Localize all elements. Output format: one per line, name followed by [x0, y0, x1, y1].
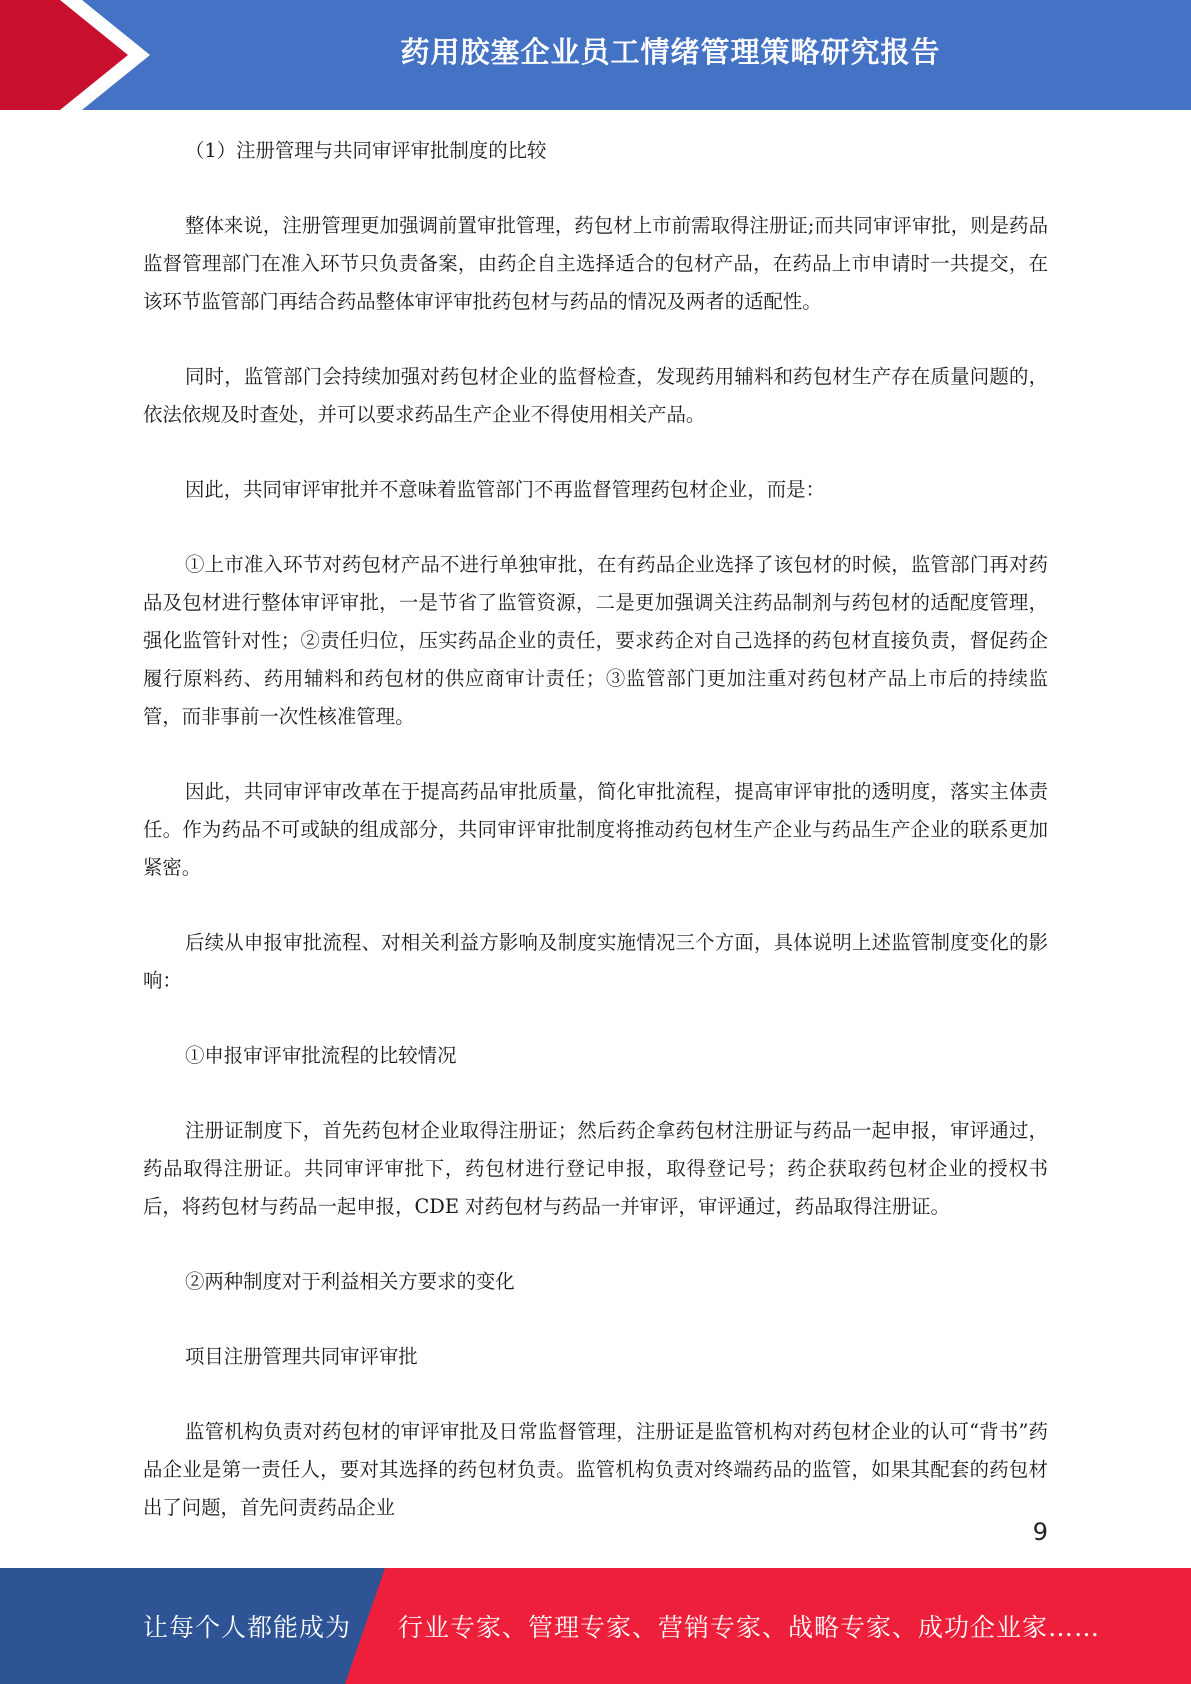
footer-slogan-right: 行业专家、管理专家、营销专家、战略专家、成功企业家……	[398, 1613, 1101, 1642]
subheading-process: ①申报审评审批流程的比较情况	[185, 1044, 457, 1067]
paragraph-regulator: 监管机构负责对药包材的审评审批及日常监督管理，注册证是监管机构对药包材企业的认可“背书”药品企业是第一责任人，要对其选择的药包材负责。监管机构负责对终端药品的监管，如果其配套的药包材出了问题，首先问责药品企业	[143, 1420, 1048, 1519]
paragraph-overview: 整体来说，注册管理更加强调前置审批管理，药包材上市前需取得注册证;而共同审评审批，则是药品监督管理部门在准入环节只负责备案，由药企自主选择适合的包材产品，在药品上市申请时一共提交，在该环节监管部门再结合药品整体审评审批药包材与药品的情况及两者的适配性。	[143, 214, 1048, 313]
page-number: 9	[1032, 1518, 1048, 1546]
paragraph-followup: 后续从申报审批流程、对相关利益方影响及制度实施情况三个方面，具体说明上述监管制度变化的影响：	[143, 931, 1048, 992]
document-body	[143, 132, 1048, 1564]
paragraph-process: 注册证制度下，首先药包材企业取得注册证；然后药企拿药包材注册证与药品一起申报，审评通过，药品取得注册证。共同审评审批下，药包材进行登记申报，取得登记号；药企获取药包材企业的授权书后，将药包材与药品一起申报，CDE 对药包材与药品一并审评，审评通过，药品取得注册证。	[143, 1119, 1048, 1218]
table-header-line: 项目注册管理共同审评审批	[185, 1345, 418, 1368]
subheading-stakeholders: ②两种制度对于利益相关方要求的变化	[185, 1270, 515, 1293]
footer-slogan-left: 让每个人都能成为	[143, 1613, 352, 1642]
header-band	[0, 0, 1191, 110]
section-heading: （1）注册管理与共同审评审批制度的比较	[185, 139, 547, 162]
paragraph-points: ①上市准入环节对药包材产品不进行单独审批，在有药品企业选择了该包材的时候，监管部门再对药品及包材进行整体审评审批，一是节省了监管资源，二是更加强调关注药品制剂与药包材的适配度管理，强化监管针对性；②责任归位，压实药品企业的责任，要求药企对自己选择的药包材直接负责，督促药企履行原料药、药用辅料和药包材的供应商审计责任；③监管部门更加注重对药包材产品上市后的持续监管，而非事前一次性核准管理。	[143, 553, 1048, 728]
red-chevron-decoration	[0, 0, 160, 110]
paragraph-reform: 因此，共同审评审改革在于提高药品审批质量，简化审批流程，提高审评审批的透明度，落实主体责任。作为药品不可或缺的组成部分，共同审评审批制度将推动药包材生产企业与药品生产企业的联系更加紧密。	[143, 780, 1048, 879]
paragraph-therefore: 因此，共同审评审批并不意味着监管部门不再监督管理药包材企业，而是：	[185, 478, 825, 501]
paragraph-supervision: 同时，监管部门会持续加强对药包材企业的监督检查，发现药用辅料和药包材生产存在质量问题的，依法依规及时查处，并可以要求药品生产企业不得使用相关产品。	[143, 365, 1048, 426]
report-title: 药用胶塞企业员工情绪管理策略研究报告	[400, 34, 941, 69]
footer-band	[0, 1568, 1191, 1684]
